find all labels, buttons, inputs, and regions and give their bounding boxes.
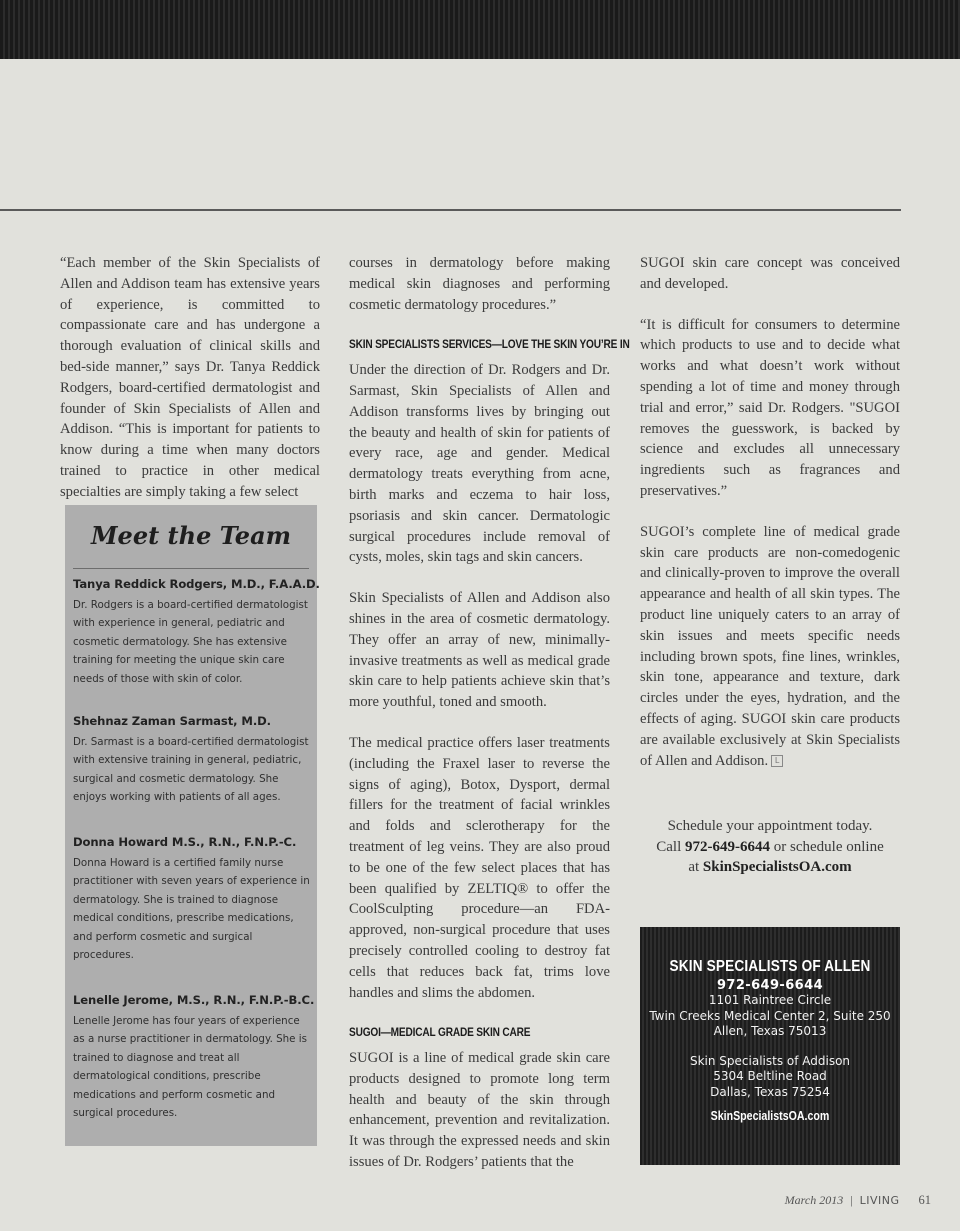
article-paragraph: SUGOI skin care concept was conceived and developed.: [640, 255, 900, 292]
team-member-name: Shehnaz Zaman Sarmast, M.D.: [73, 714, 271, 728]
article-paragraph: Skin Specialists of Allen and Addison also shines in the area of cosmetic dermatology. They offer an array of new, minimally-invasive treatments as well as medical grade skin care to help patients achieve skin that’s more youthful, toned and smooth.: [349, 590, 610, 711]
schedule-website: SkinSpecialistsOA.com: [702, 859, 852, 876]
team-member-name: Tanya Reddick Rodgers, M.D., F.A.A.D.: [73, 577, 320, 591]
article-paragraph-text: SUGOI’s complete line of medical grade skin care products are non-comedogenic and clinically-proven to improve the overall appearance and health of all skin types. The product line uniquely caters to an array of skin issues and meets specific needs including brown spots, fine lines, wrinkles, skin tone, appearance and texture, dark circles under the eyes, hydration, and the effects of aging. SUGOI skin care products are available exclusively at Skin Specialists of Allen and Addison.: [640, 523, 900, 769]
team-member-bio: Dr. Rodgers is a board-certified dermatologist with experience in general, pediatric and cosmetic dermatology. She has extensive training for meeting the unique skin care needs of those with skin of color.: [73, 599, 308, 685]
article-column-2: [349, 253, 630, 1173]
schedule-text: at: [688, 859, 703, 876]
team-member-name: Donna Howard M.S., R.N., F.N.P.-C.: [73, 835, 297, 849]
schedule-line: [640, 837, 900, 858]
team-member: [73, 577, 320, 688]
page-number: 61: [918, 1193, 931, 1207]
article-paragraph: The medical practice offers laser treatments (including the Fraxel laser to reverse the signs of aging), Botox, Dysport, dermal fillers for the treatment of facial wrinkles and folds and sclerotherapy for the treatment of leg veins. They are also proud to be one of the few select places that has been qualified by ZELTIQ® to offer the CoolSculpting procedure—an FDA-approved, non-surgical procedure that uses precisely controlled cooling to destroy fat cells that reduces back fat, trims love handles and slims the abdomen.: [349, 734, 610, 1001]
article-paragraph: [640, 522, 900, 772]
team-member-bio: Dr. Sarmast is a board-certified dermatologist with extensive training in general, pediatric, surgical and cosmetic dermatology. She enjoys working with patients of all ages.: [73, 736, 309, 804]
page-footer: [785, 1193, 931, 1208]
addison-address-line: Skin Specialists of Addison: [689, 1053, 851, 1068]
section-subhead-services: SKIN SPECIALISTS SERVICES—LOVE THE SKIN YOU’RE IN: [349, 339, 630, 352]
allen-address-line: Twin Creeks Medical Center 2, Suite 250: [649, 1008, 891, 1023]
schedule-text: or schedule online: [770, 838, 884, 855]
schedule-line: [640, 857, 900, 878]
article-paragraph: “Each member of the Skin Specialists of Allen and Addison team has extensive years of experience, is committed to compassionate care and has undergone a thorough evaluation of clinical skills and bed-side manner,” says Dr. Tanya Reddick Rodgers, board-certified dermatologist and founder of Skin Specialists of Allen and Addison. “This is important for patients to know during a time when many doctors trained to practice in other medical specialties are simply taking a few select: [60, 255, 320, 500]
schedule-callout: [640, 816, 900, 878]
addison-address-line: 5304 Beltline Road: [713, 1069, 827, 1083]
footer-separator: |: [850, 1193, 853, 1207]
team-member: [73, 993, 315, 1122]
issue-date: March 2013: [784, 1193, 844, 1207]
section-name: LIVING: [859, 1194, 900, 1207]
schedule-text: Call: [656, 838, 686, 855]
contact-website: SkinSpecialistsOA.com: [710, 1109, 830, 1123]
meet-the-team-sidebar: [65, 505, 320, 1146]
contact-phone: 972-649-6644: [716, 978, 824, 993]
team-title-rule: [73, 568, 309, 569]
address-spacer: [640, 1040, 900, 1054]
end-of-article-icon: L: [771, 755, 783, 767]
schedule-phone: 972-649-6644: [685, 838, 771, 855]
addison-address-line: Dallas, Texas 75254: [710, 1084, 830, 1099]
section-subhead-sugoi: SUGOI—MEDICAL GRADE SKIN CARE: [349, 1027, 531, 1040]
header-divider-rule: [0, 209, 901, 211]
team-member-bio: Lenelle Jerome has four years of experience as a nurse practitioner in dermatology. She is trained to diagnose and treat all dermatological conditions, prescribe medications and perform cosmetic and surgical procedures.: [73, 1015, 308, 1120]
article-paragraph: Under the direction of Dr. Rodgers and Dr. Sarmast, Skin Specialists of Allen and Addison transforms lives by bringing out the beauty and health of skin for patients of every race, age and gender. Medical dermatology treats everything from acne, birth marks and eczema to hair loss, psoriasis and skin cancer. Dermatologic surgical procedures include removal of cysts, moles, skin tags and skin cancers.: [349, 362, 610, 566]
schedule-line: Schedule your appointment today.: [667, 818, 873, 834]
contact-info-box: [640, 927, 900, 1165]
top-header-band: [0, 0, 960, 59]
article-paragraph: courses in dermatology before making medical skin diagnoses and performing cosmetic dermatology procedures.”: [349, 255, 610, 313]
team-member: [73, 835, 311, 964]
contact-title: SKIN SPECIALISTS OF ALLEN: [669, 958, 871, 975]
article-column-1: [60, 253, 320, 503]
allen-address-line: 1101 Raintree Circle: [708, 993, 832, 1007]
team-member-name: Lenelle Jerome, M.S., R.N., F.N.P.-B.C.: [73, 993, 315, 1007]
team-member: [73, 714, 311, 807]
article-paragraph: “It is difficult for consumers to determine which products to use and to decide what works and what doesn’t work without spending a lot of time and money through trial and error,” said Dr. Rodgers. "SUGOI removes the guesswork, is backed by science and excludes all unnecessary ingredients such as fragrances and preservatives.”: [640, 316, 900, 499]
article-column-3: [640, 253, 900, 771]
team-title: Meet the Team: [90, 521, 292, 550]
team-member-bio: Donna Howard is a certified family nurse practitioner with seven years of experience in dermatology. She is trained to diagnose medical conditions, prescribe medications, and perform cosmetic and surgical procedures.: [73, 857, 310, 962]
allen-address-line: Allen, Texas 75013: [713, 1024, 827, 1038]
article-paragraph: SUGOI is a line of medical grade skin care products designed to promote long term health and beauty of the skin through enhancement, prevention and revitalization. It was through the expressed needs and skin issues of Dr. Rodgers’ patients that the: [349, 1050, 610, 1171]
